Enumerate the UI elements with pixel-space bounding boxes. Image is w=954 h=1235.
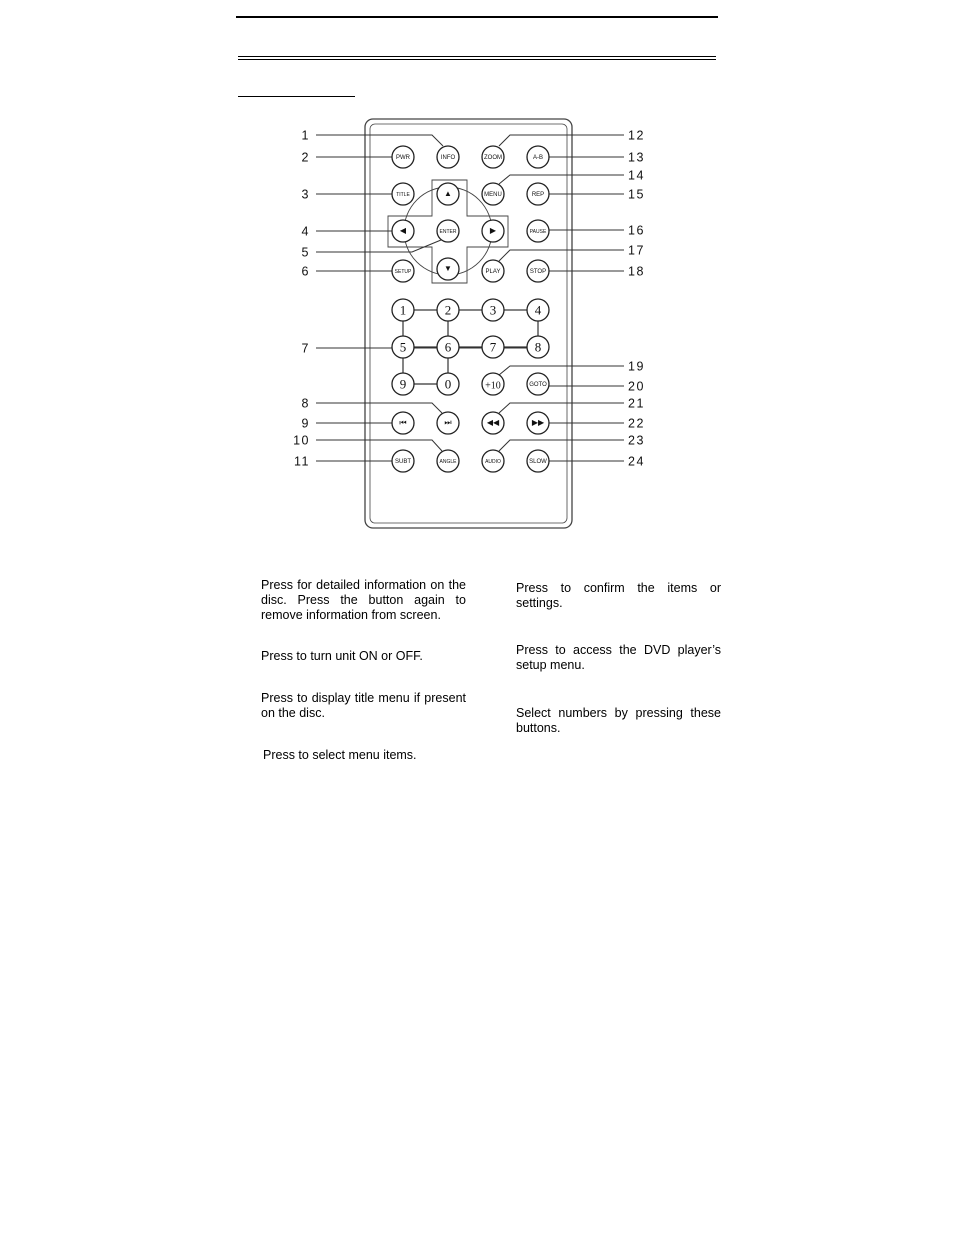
number-pad-bracket — [403, 310, 538, 347]
subt-button-label: SUBT — [394, 459, 412, 465]
callout-number-9: 9 — [301, 416, 310, 431]
pwr-button-label: PWR — [396, 155, 410, 161]
n1-button-label: 1 — [399, 302, 407, 318]
zoom-button — [482, 146, 504, 168]
a-b-button — [527, 146, 549, 168]
n9-button — [392, 373, 414, 395]
rew-button-label: ◀◀ — [486, 418, 500, 427]
n1-button — [392, 299, 414, 321]
callout-number-12: 12 — [628, 128, 645, 143]
callout-number-24: 24 — [628, 454, 645, 469]
callout-line-10 — [316, 440, 442, 451]
rew-button — [482, 412, 504, 434]
callout-number-17: 17 — [628, 243, 645, 258]
n8-button-label: 8 — [534, 339, 542, 355]
callout-number-23: 23 — [628, 433, 645, 448]
desc-numbers: Select numbers by pressing these buttons. — [516, 706, 721, 735]
callout-number-2: 2 — [301, 150, 310, 165]
callout-line-5 — [316, 240, 441, 252]
n7-button — [482, 336, 504, 358]
callout-line-14 — [499, 175, 624, 184]
callout-line-19 — [499, 366, 624, 375]
callout-number-7: 7 — [301, 341, 310, 356]
callout-line-1 — [316, 135, 443, 146]
right-button-label: ▶ — [489, 226, 497, 235]
callout-number-10: 10 — [293, 433, 310, 448]
callout-number-22: 22 — [628, 416, 645, 431]
angle-button-label: ANGLE — [439, 459, 457, 465]
n6-button-label: 6 — [444, 339, 452, 355]
slow-button — [527, 450, 549, 472]
setup-button — [392, 260, 414, 282]
callout-number-4: 4 — [301, 224, 310, 239]
rep-button — [527, 183, 549, 205]
up-button — [437, 183, 459, 205]
desc-pwr: Press to turn unit ON or OFF. — [261, 649, 423, 663]
menu-button-label: MENU — [484, 192, 502, 198]
n0-button — [437, 373, 459, 395]
info-button — [437, 146, 459, 168]
left-button-label: ◀ — [399, 226, 407, 235]
play-button-label: PLAY — [485, 269, 501, 275]
callout-number-18: 18 — [628, 264, 645, 279]
callout-line-8 — [316, 403, 442, 413]
enter-button — [437, 220, 459, 242]
callout-number-11: 11 — [294, 454, 310, 469]
callout-line-21 — [499, 403, 624, 413]
n0-button-label: 0 — [444, 376, 452, 392]
audio-button — [482, 450, 504, 472]
callout-line-17 — [499, 250, 624, 261]
callout-number-5: 5 — [301, 245, 310, 260]
n3-button — [482, 299, 504, 321]
pwr-button — [392, 146, 414, 168]
zoom-button-label: ZOOM — [484, 155, 502, 161]
n6-button — [437, 336, 459, 358]
down-button — [437, 258, 459, 280]
callout-number-14: 14 — [628, 168, 645, 183]
prev-button-label: ⏮ — [399, 418, 407, 427]
slow-button-label: SLOW — [529, 459, 547, 465]
callout-number-8: 8 — [301, 396, 310, 411]
stop-button-label: STOP — [529, 269, 547, 275]
desc-setup: Press to access the DVD player’s setup menu. — [516, 643, 721, 672]
desc-title: Press to display title menu if present on the disc. — [261, 691, 466, 720]
callout-number-16: 16 — [628, 223, 645, 238]
desc-arrows: Press to select menu items. — [263, 748, 417, 762]
n2-button — [437, 299, 459, 321]
prev-button — [392, 412, 414, 434]
goto-button — [527, 373, 549, 395]
n3-button-label: 3 — [489, 302, 497, 318]
audio-button-label: AUDIO — [485, 459, 501, 465]
play-button — [482, 260, 504, 282]
enter-button-label: ENTER — [439, 229, 457, 235]
callout-number-19: 19 — [628, 359, 645, 374]
n5-button — [392, 336, 414, 358]
callout-number-21: 21 — [628, 396, 645, 411]
n4-button — [527, 299, 549, 321]
callout-number-20: 20 — [628, 379, 645, 394]
desc-info: Press for detailed information on the disc. Press the button again to remove information from screen. — [261, 578, 466, 622]
down-button-label: ▼ — [444, 264, 452, 273]
callout-line-12 — [499, 135, 624, 146]
n4-button-label: 4 — [534, 302, 542, 318]
title-button — [392, 183, 414, 205]
right-button — [482, 220, 504, 242]
ff-button — [527, 412, 549, 434]
angle-button — [437, 450, 459, 472]
title-button-label: TITLE — [396, 192, 410, 198]
desc-enter: Press to confirm the items or settings. — [516, 581, 721, 610]
callout-line-23 — [499, 440, 624, 451]
plus10-button — [482, 373, 504, 395]
stop-button — [527, 260, 549, 282]
n7-button-label: 7 — [489, 339, 497, 355]
pause-button — [527, 220, 549, 242]
menu-button — [482, 183, 504, 205]
ff-button-label: ▶▶ — [531, 418, 545, 427]
n9-button-label: 9 — [399, 376, 407, 392]
next-button-label: ⏭ — [444, 418, 452, 427]
callout-number-6: 6 — [301, 264, 310, 279]
plus10-button-label: +10 — [485, 380, 501, 392]
setup-button-label: SETUP — [394, 269, 412, 275]
pause-button-label: PAUSE — [529, 229, 547, 235]
callout-number-15: 15 — [628, 187, 645, 202]
callout-number-3: 3 — [301, 187, 310, 202]
up-button-label: ▲ — [444, 189, 452, 198]
n8-button — [527, 336, 549, 358]
subt-button — [392, 450, 414, 472]
n2-button-label: 2 — [444, 302, 452, 318]
n5-button-label: 5 — [399, 339, 407, 355]
info-button-label: INFO — [440, 155, 456, 161]
goto-button-label: GOTO — [529, 382, 547, 388]
next-button — [437, 412, 459, 434]
callout-number-1: 1 — [301, 128, 310, 143]
rep-button-label: REP — [531, 192, 545, 198]
remote-control-diagram — [0, 0, 954, 560]
left-button — [392, 220, 414, 242]
a-b-button-label: A-B — [532, 155, 544, 161]
callout-number-13: 13 — [628, 150, 645, 165]
